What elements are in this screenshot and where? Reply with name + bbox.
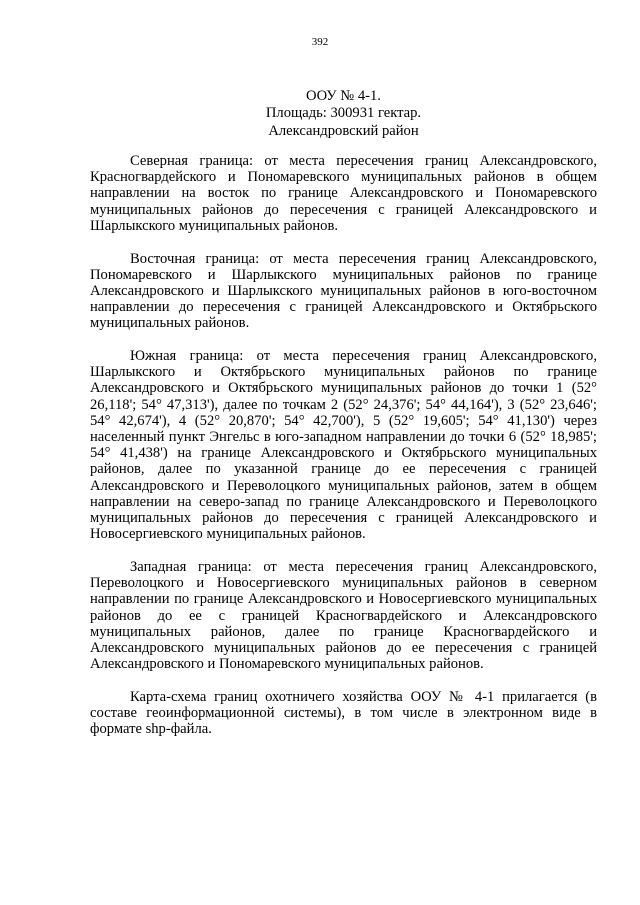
west-boundary-paragraph: Западная граница: от места пересечения границ Александровского, Переволоцкого и Новосергиевского муниципальных районов в северном направлении по границе Александровского и Новосергиевского муниципальных районов до ее с границей Красногвардейского и Александровского муниципальных районов, далее по границе Красногвардейского и Александровского муниципальных районов до ее пересечения с границей Александровского и Пономаревского муниципальных районов. (90, 558, 597, 673)
boundaries-description (90, 153, 597, 738)
district-name: Александровский район (268, 122, 419, 139)
east-boundary-paragraph: Восточная граница: от места пересечения границ Александровского, Пономаревского и Шарлыкского муниципальных районов по границе Александровского и Шарлыкского муниципальных районов в юго-восточном направлении до пересечения с границей Александровского и Октябрьского муниципальных районов. (90, 250, 597, 332)
page-number: 392 (311, 36, 329, 48)
north-boundary-paragraph: Северная граница: от места пересечения границ Александровского, Красногвардейского и Пономаревского муниципальных районов в общем направлении на восток по границе Александровского и Пономаревского муниципальных районов до пересечения с границей Александровского и Шарлыкского муниципальных районов. (90, 153, 597, 234)
map-note-paragraph: Карта-схема границ охотничего хозяйства ООУ № 4-1 прилагается (в составе геоинформационной системы), в том числе в электронном виде в формате shp-файла. (90, 688, 597, 738)
area-line: Площадь: 300931 гектар. (265, 105, 422, 122)
south-boundary-paragraph: Южная граница: от места пересечения границ Александровского, Шарлыкского и Октябрьского муниципальных районов по границе Александровского и Октябрьского муниципальных районов до точки 1 (52° 26,118'; 54° 47,313'), далее по точкам 2 (52° 24,376'; 54° 44,164'), 3 (52° 23,646'; 54° 42,674'), 4 (52° 20,870'; 54° 42,700'), 5 (52° 19,605'; 54° 41,130') через населенный пункт Энгельс в юго-западном направлении до точки 6 (52° 18,985'; 54° 41,438') на границе Александровского и Октябрьского муниципальных районов, далее по указанной границе до ее пересечения с границей Александровского и Переволоцкого муниципальных районов, затем в общем направлении на северо-запад по границе Александровского и Переволоцкого муниципальных районов до пересечения с границей Александровского и Новосергиевского муниципальных районов. (90, 348, 597, 543)
document-header (90, 88, 597, 140)
hunting-ground-title: ООУ № 4-1. (306, 88, 381, 104)
